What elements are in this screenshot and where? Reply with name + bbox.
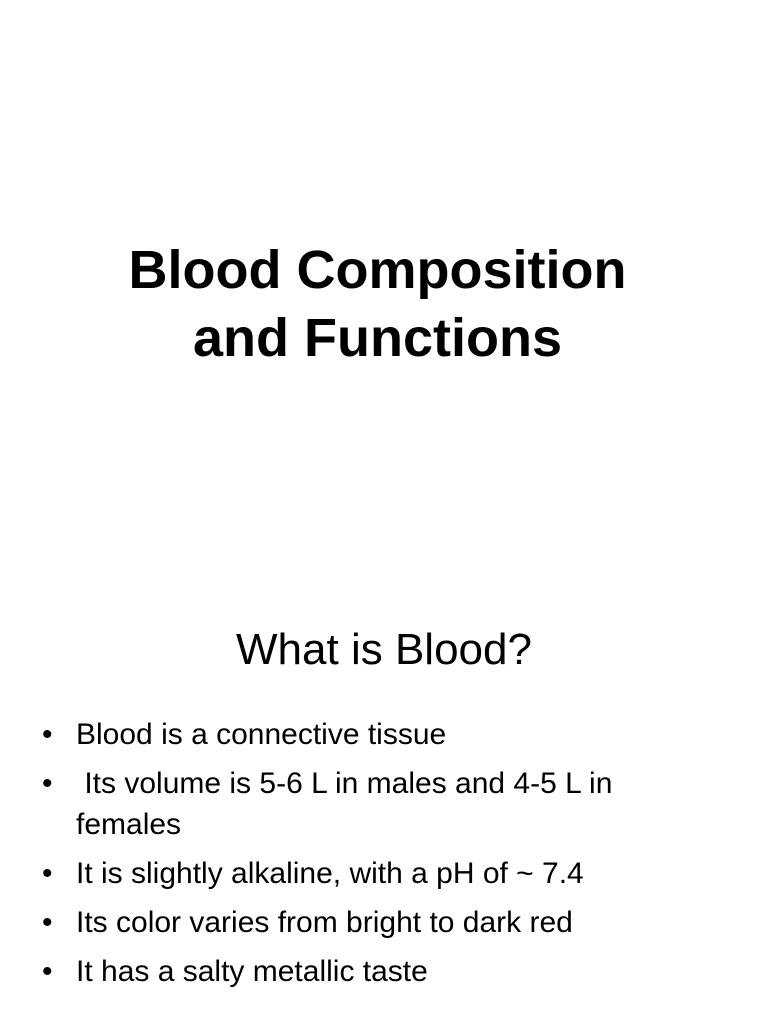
list-item xyxy=(42,763,722,845)
bullet-icon: • xyxy=(42,718,53,751)
bullet-icon: • xyxy=(42,906,53,939)
bullet-icon: • xyxy=(42,955,53,988)
list-item xyxy=(42,853,722,894)
bullet-list xyxy=(42,714,722,1000)
section-heading: What is Blood? xyxy=(236,625,532,674)
page-title-line-1: Blood Composition xyxy=(128,240,627,300)
page-title-line-2: and Functions xyxy=(193,308,562,368)
list-item xyxy=(42,951,722,992)
list-item-text: It has a salty metallic taste xyxy=(76,955,428,988)
list-item xyxy=(42,714,722,755)
list-item xyxy=(42,902,722,943)
bullet-icon: • xyxy=(42,767,53,800)
list-item-text: It is slightly alkaline, with a pH of ~ 7.4 xyxy=(76,857,584,890)
list-item-text: Its volume is 5-6 L in males and 4-5 L in females xyxy=(76,767,621,841)
list-item-text: Blood is a connective tissue xyxy=(76,718,447,751)
list-item-text: Its color varies from bright to dark red xyxy=(76,906,573,939)
bullet-icon: • xyxy=(42,857,53,890)
page-title xyxy=(0,236,755,372)
